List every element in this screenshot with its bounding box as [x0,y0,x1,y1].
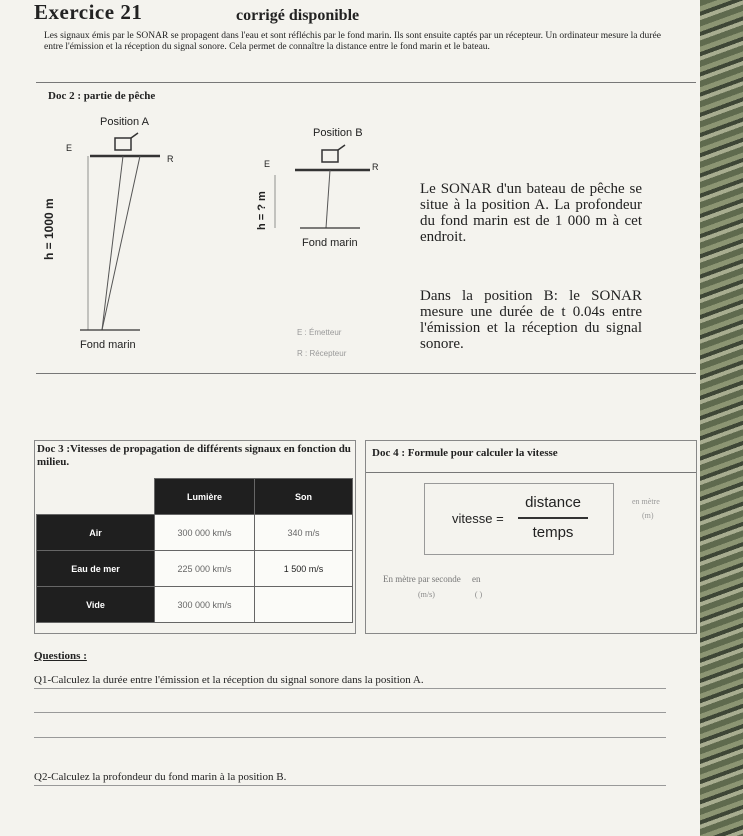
medium-cell: Air [37,515,155,551]
position-b-description: Dans la position B: le SONAR mesure une durée de t 0.04s entre l'émission et la réception du signal sonore. [420,288,642,352]
depth-label-b: h = ? m [256,191,268,230]
answer-line[interactable] [34,737,666,738]
boat-b [322,145,345,162]
doc3-title: Doc 3 :Vitesses de propagation de différents signaux en fonction du milieu. [37,443,351,468]
sound-speed-cell [255,587,353,623]
sea-floor-label-a: Fond marin [80,339,136,351]
emitter-label-a: E [66,143,73,153]
divider [36,82,696,83]
medium-cell: Eau de mer [37,551,155,587]
formula-lhs: vitesse = [452,511,504,526]
doc4-title: Doc 4 : Formule pour calculer la vitesse [372,447,558,459]
light-speed-cell: 225 000 km/s [155,551,255,587]
fraction-bar [518,517,588,519]
legend-emitter: E : Émetteur [297,328,342,337]
intro-paragraph: Les signaux émis par le SONAR se propagent dans l'eau et sont réfléchis par le fond marin. Ils sont ensuite captés par un récepteur. Un ordinateur mesure la durée entre l'émission et la réception du signal sonore. Cela permet de connaître la distance entre le fond marin et le bateau. [44,31,661,52]
divider [36,373,696,374]
reflected-signal-a [102,156,140,330]
formula-numerator: distance [525,494,581,511]
units-line: En mètre par seconde en [383,574,481,584]
answer-line[interactable] [34,712,666,713]
position-a-description: Le SONAR d'un bateau de pêche se situe à la position A. La profondeur du fond marin est de 1 000 m à cet endroit. [420,181,642,245]
unit-note: en mètre [632,497,660,506]
sea-floor-label-b: Fond marin [302,237,358,249]
speed-table [36,478,353,623]
medium-cell: Vide [37,587,155,623]
position-b-label: Position B [313,127,363,139]
boat-a [115,133,138,150]
question-1: Q1-Calculez la durée entre l'émission et la réception du signal sonore dans la position A. [34,674,424,686]
receiver-label-a: R [167,154,174,164]
answer-line[interactable] [34,785,666,786]
table-row [37,587,353,623]
signal-b [326,170,330,228]
questions-heading: Questions : [34,650,87,662]
exercise-title: Exercice 21 [34,0,143,24]
question-2: Q2-Calculez la profondeur du fond marin à la position B. [34,771,287,783]
emitted-signal-a [102,156,123,330]
receiver-label-b: R [372,162,379,172]
doc2-title: Doc 2 : partie de pêche [48,90,156,102]
doc4-title-underline [366,472,696,473]
legend-receiver: R : Récepteur [297,349,347,358]
emitter-label-b: E [264,159,271,169]
table-row [37,551,353,587]
exercise-subtitle: corrigé disponible [236,7,360,24]
answer-line[interactable] [34,688,666,689]
header-light: Lumière [155,479,255,515]
depth-label-a: h = 1000 m [42,198,56,260]
table-row [37,515,353,551]
position-a-label: Position A [100,116,149,128]
units-line-2: (m/s) ( ) [418,590,483,599]
header-sound: Son [255,479,353,515]
table-corner [37,479,155,515]
sound-speed-cell: 340 m/s [255,515,353,551]
formula-denominator: temps [532,524,574,541]
sound-speed-cell: 1 500 m/s [255,551,353,587]
light-speed-cell: 300 000 km/s [155,587,255,623]
light-speed-cell: 300 000 km/s [155,515,255,551]
background-foliage [700,0,743,836]
unit-note-2: (m) [642,511,654,520]
table-header-row [37,479,353,515]
